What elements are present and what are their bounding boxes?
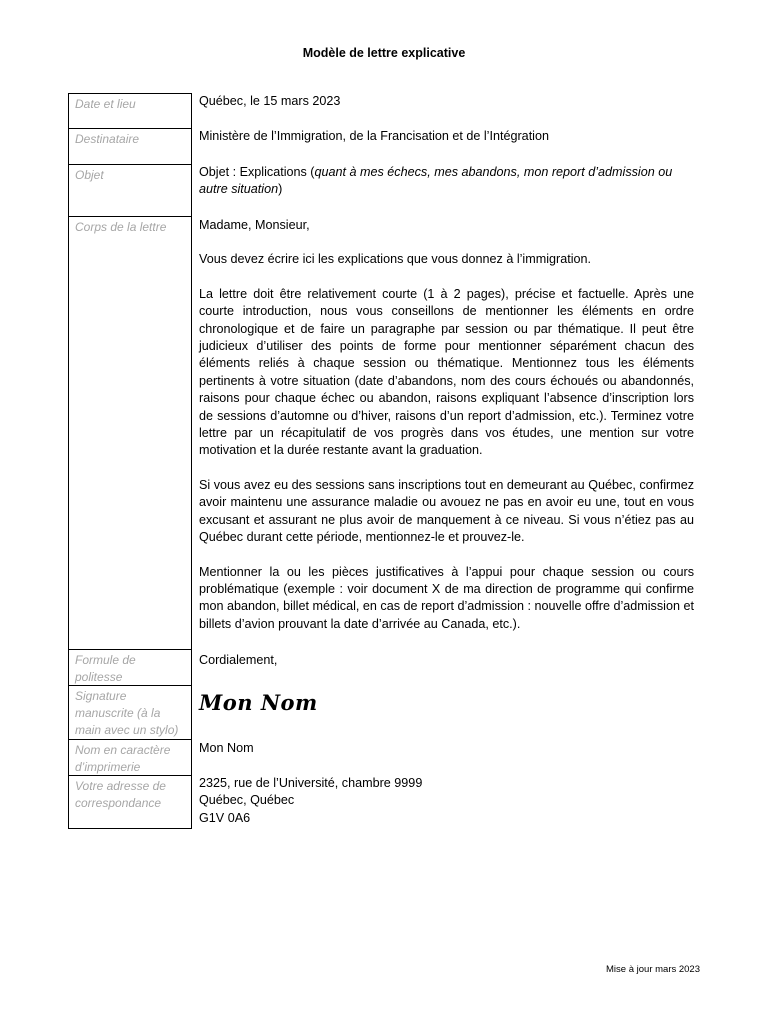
recipient-value: Ministère de l’Immigration, de la Francisation et de l’Intégration	[199, 129, 549, 143]
date-value: Québec, le 15 mars 2023	[199, 94, 341, 108]
body-paragraph: Vous devez écrire ici les explications que vous donnez à l’immigration.	[199, 252, 592, 267]
body-paragraph: Si vous avez eu des sessions sans inscriptions tout en demeurant au Québec, confirmez avoir maintenu une assurance maladie ou avouez ne pas en avoir eu une, tout en vous excusant et assurant ne plus avoir de manquement à ce niveau. Si vous n’étiez pas au Québec durant cette période, mentionnez-le et prouvez-le.	[199, 477, 694, 545]
subject-suffix: )	[278, 182, 283, 197]
handwritten-signature: Mon Nom	[199, 690, 318, 715]
label-subject: Objet	[68, 164, 192, 217]
printed-name-value: Mon Nom	[199, 741, 254, 755]
footer-update-date: Mise à jour mars 2023	[606, 964, 700, 975]
subject-detail: quant à mes échecs, mes abandons, mon report d’admission ou autre situation	[199, 165, 673, 197]
address-line: 2325, rue de l’Université, chambre 9999	[199, 776, 423, 790]
subject-value	[199, 164, 694, 199]
label-printed-name: Nom en caractère d’imprimerie	[68, 739, 192, 776]
address-block	[199, 775, 694, 827]
body-paragraph: La lettre doit être relativement courte (1 à 2 pages), précise et factuelle. Après une courte introduction, nous vous conseillons de mentionner les éléments en ordre chronologique et de faire un paragraphe par session ou par thématique. Il peut être judicieux d’utiliser des points de forme pour mentionner séparément chacun des éléments reliés à chaque session ou thématique. Mentionnez tous les éléments pertinents à votre situation (date d’abandons, nom des cours échoués ou abandonnés, raisons pour chaque échec ou abandon, raisons expliquant l’absence d’inscription lors de sessions d’automne ou d’hiver, raisons d’un report d’admission, etc.). Terminez votre lettre par un récapitulatif de vos progrès dans vos études, une mention sur votre motivation et la durée restante avant la graduation.	[199, 286, 694, 458]
label-date: Date et lieu	[68, 93, 192, 129]
label-closing: Formule de politesse	[68, 649, 192, 686]
label-body: Corps de la lettre	[68, 216, 192, 650]
subject-prefix: Objet : Explications (	[199, 165, 315, 179]
body-paragraph: Mentionner la ou les pièces justificatives à l’appui pour chaque session ou cours problématique (exemple : voir document X de ma direction de programme qui confirme mon abandon, billet médical, en cas de report d’admission : nouvelle offre d’admission et billets d’avion prouvant la date d’arrivée au Canada, etc.).	[199, 564, 694, 631]
closing-value: Cordialement,	[199, 653, 278, 667]
salutation: Madame, Monsieur,	[199, 218, 310, 232]
label-address: Votre adresse de correspondance	[68, 775, 192, 829]
document-title: Modèle de lettre explicative	[302, 46, 466, 60]
address-line: Québec, Québec	[199, 793, 295, 808]
address-line: G1V 0A6	[199, 810, 251, 825]
label-recipient: Destinataire	[68, 128, 192, 165]
letter-body	[199, 217, 694, 633]
label-signature: Signature manuscrite (à la main avec un stylo)	[68, 685, 192, 740]
